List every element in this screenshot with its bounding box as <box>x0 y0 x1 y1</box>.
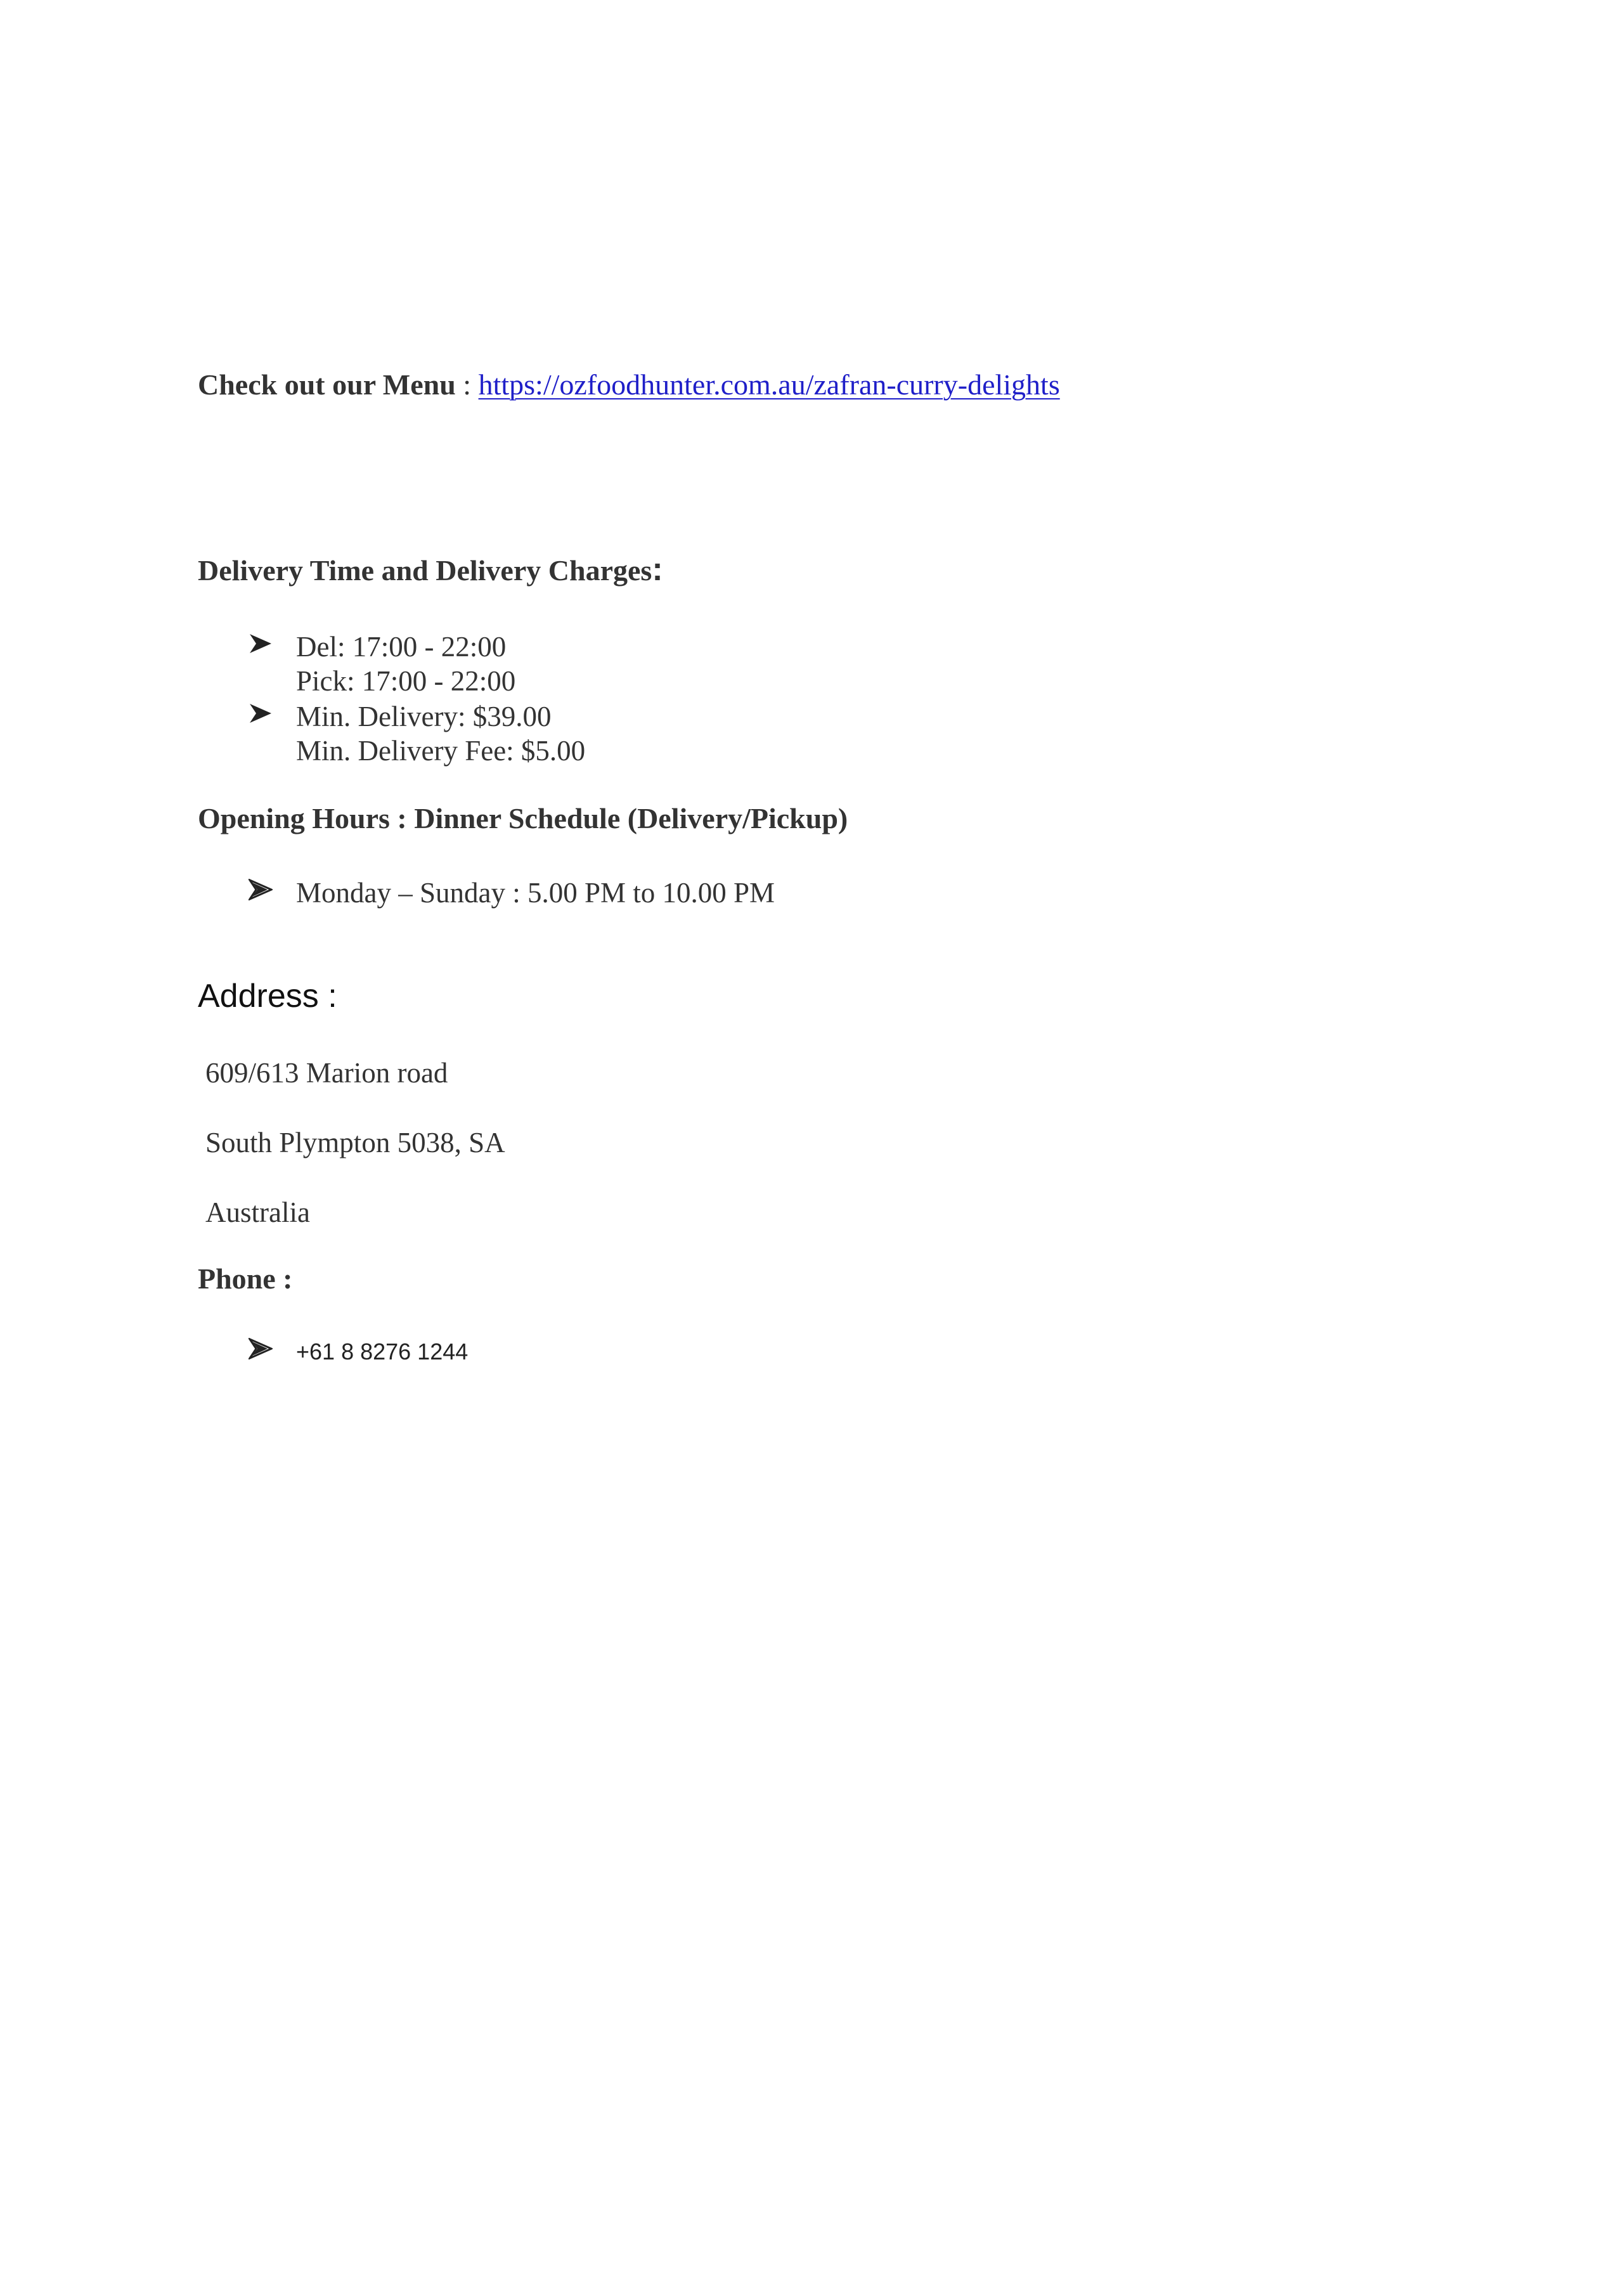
delivery-heading <box>198 553 663 586</box>
delivery-item-min-fee: Min. Delivery Fee: $5.00 <box>296 735 586 767</box>
menu-label: Check out our Menu <box>198 368 456 401</box>
phone-heading: Phone : <box>198 1262 293 1295</box>
menu-separator: : <box>455 368 479 401</box>
delivery-item-pick: Pick: 17:00 - 22:00 <box>296 665 516 697</box>
delivery-item-min-delivery: Min. Delivery: $39.00 <box>296 701 552 732</box>
arrowhead-bullet-icon <box>249 1338 273 1359</box>
arrowhead-bullet-icon <box>249 879 273 900</box>
arrowhead-bullet-icon <box>249 703 273 724</box>
address-line-street: 609/613 Marion road <box>205 1057 448 1089</box>
menu-link[interactable]: https://ozfoodhunter.com.au/zafran-curry-delights <box>478 368 1060 401</box>
address-heading: Address : <box>198 978 337 1015</box>
arrowhead-bullet-icon <box>249 633 273 654</box>
delivery-heading-text: Delivery Time and Delivery Charges <box>198 554 652 587</box>
delivery-item-del: Del: 17:00 - 22:00 <box>296 631 507 663</box>
opening-hours-item: Monday – Sunday : 5.00 PM to 10.00 PM <box>296 877 775 909</box>
menu-line <box>198 370 1060 399</box>
opening-hours-heading: Opening Hours : Dinner Schedule (Delivery/Pickup) <box>198 802 848 834</box>
phone-number: +61 8 8276 1244 <box>296 1339 469 1365</box>
address-line-country: Australia <box>205 1197 310 1228</box>
delivery-heading-colon: : <box>652 551 663 588</box>
address-line-suburb: South Plympton 5038, SA <box>205 1127 505 1158</box>
